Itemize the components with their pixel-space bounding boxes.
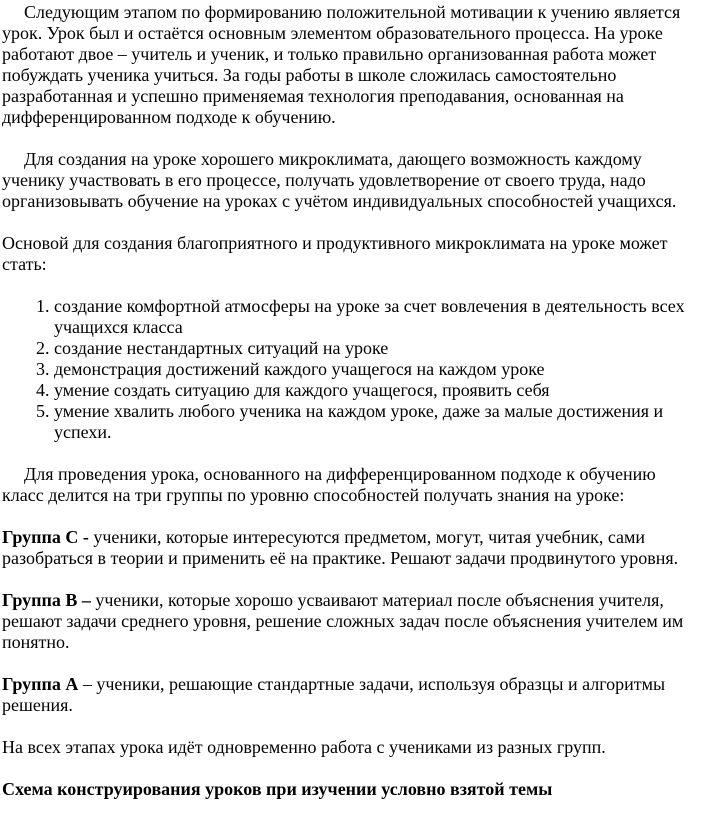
group-c-paragraph bbox=[2, 527, 700, 569]
list-item: 1. создание комфортной атмосферы на уроке за счет вовлечения в деятельность всех учащихся класса bbox=[54, 296, 700, 338]
group-c-text: ученики, которые интересуются предметом, могут, читая учебник, сами разобраться в теории и применить её на практике. Решают задачи продвинутого уровня. bbox=[2, 527, 679, 568]
group-a-label: Группа А bbox=[2, 674, 79, 694]
group-b-paragraph bbox=[2, 590, 700, 653]
list-item: 5. умение хвалить любого ученика на каждом уроке, даже за малые достижения и успехи. bbox=[54, 401, 700, 443]
intro-paragraph: Следующим этапом по формированию положительной мотивации к учению является урок. Урок был и остаётся основным элементом образовательного процесса. На уроке работают двое – учитель и ученик, и только правильно организованная работа может побуждать ученика учиться. За годы работы в школе сложилась самостоятельно разработанная и успешно применяемая технология преподавания, основанная на дифференцированном подходе к обучению. bbox=[2, 2, 681, 127]
group-a-paragraph bbox=[2, 674, 700, 716]
group-b-label: Группа В – bbox=[2, 590, 91, 610]
basis-paragraph: Основой для создания благоприятного и продуктивного микроклимата на уроке может стать: bbox=[2, 233, 668, 274]
conditions-list bbox=[2, 296, 700, 443]
all-stages-paragraph: На всех этапах урока идёт одновременно работа с учениками из разных групп. bbox=[2, 737, 606, 757]
list-item: 3. демонстрация достижений каждого учащегося на каждом уроке bbox=[54, 359, 700, 380]
group-c-label: Группа С - bbox=[2, 527, 89, 547]
group-b-text: ученики, которые хорошо усваивают материал после объяснения учителя, решают задачи среднего уровня, решение сложных задач после объяснения учителем им понятно. bbox=[2, 590, 684, 652]
microclimate-paragraph: Для создания на уроке хорошего микроклимата, дающего возможность каждому ученику участвовать в его процессе, получать удовлетворение от своего труда, надо организовывать обучение на уроках с учётом индивидуальных способностей учащихся. bbox=[2, 149, 677, 211]
scheme-title: Схема конструирования уроков при изучении условно взятой темы bbox=[2, 779, 553, 799]
list-item: 2. создание нестандартных ситуаций на уроке bbox=[54, 338, 700, 359]
groups-intro-paragraph: Для проведения урока, основанного на дифференцированном подходе к обучению класс делится на три группы по уровню способностей получать знания на уроке: bbox=[2, 464, 656, 505]
group-a-text: – ученики, решающие стандартные задачи, используя образцы и алгоритмы решения. bbox=[2, 674, 666, 715]
list-item: 4. умение создать ситуацию для каждого учащегося, проявить себя bbox=[54, 380, 700, 401]
